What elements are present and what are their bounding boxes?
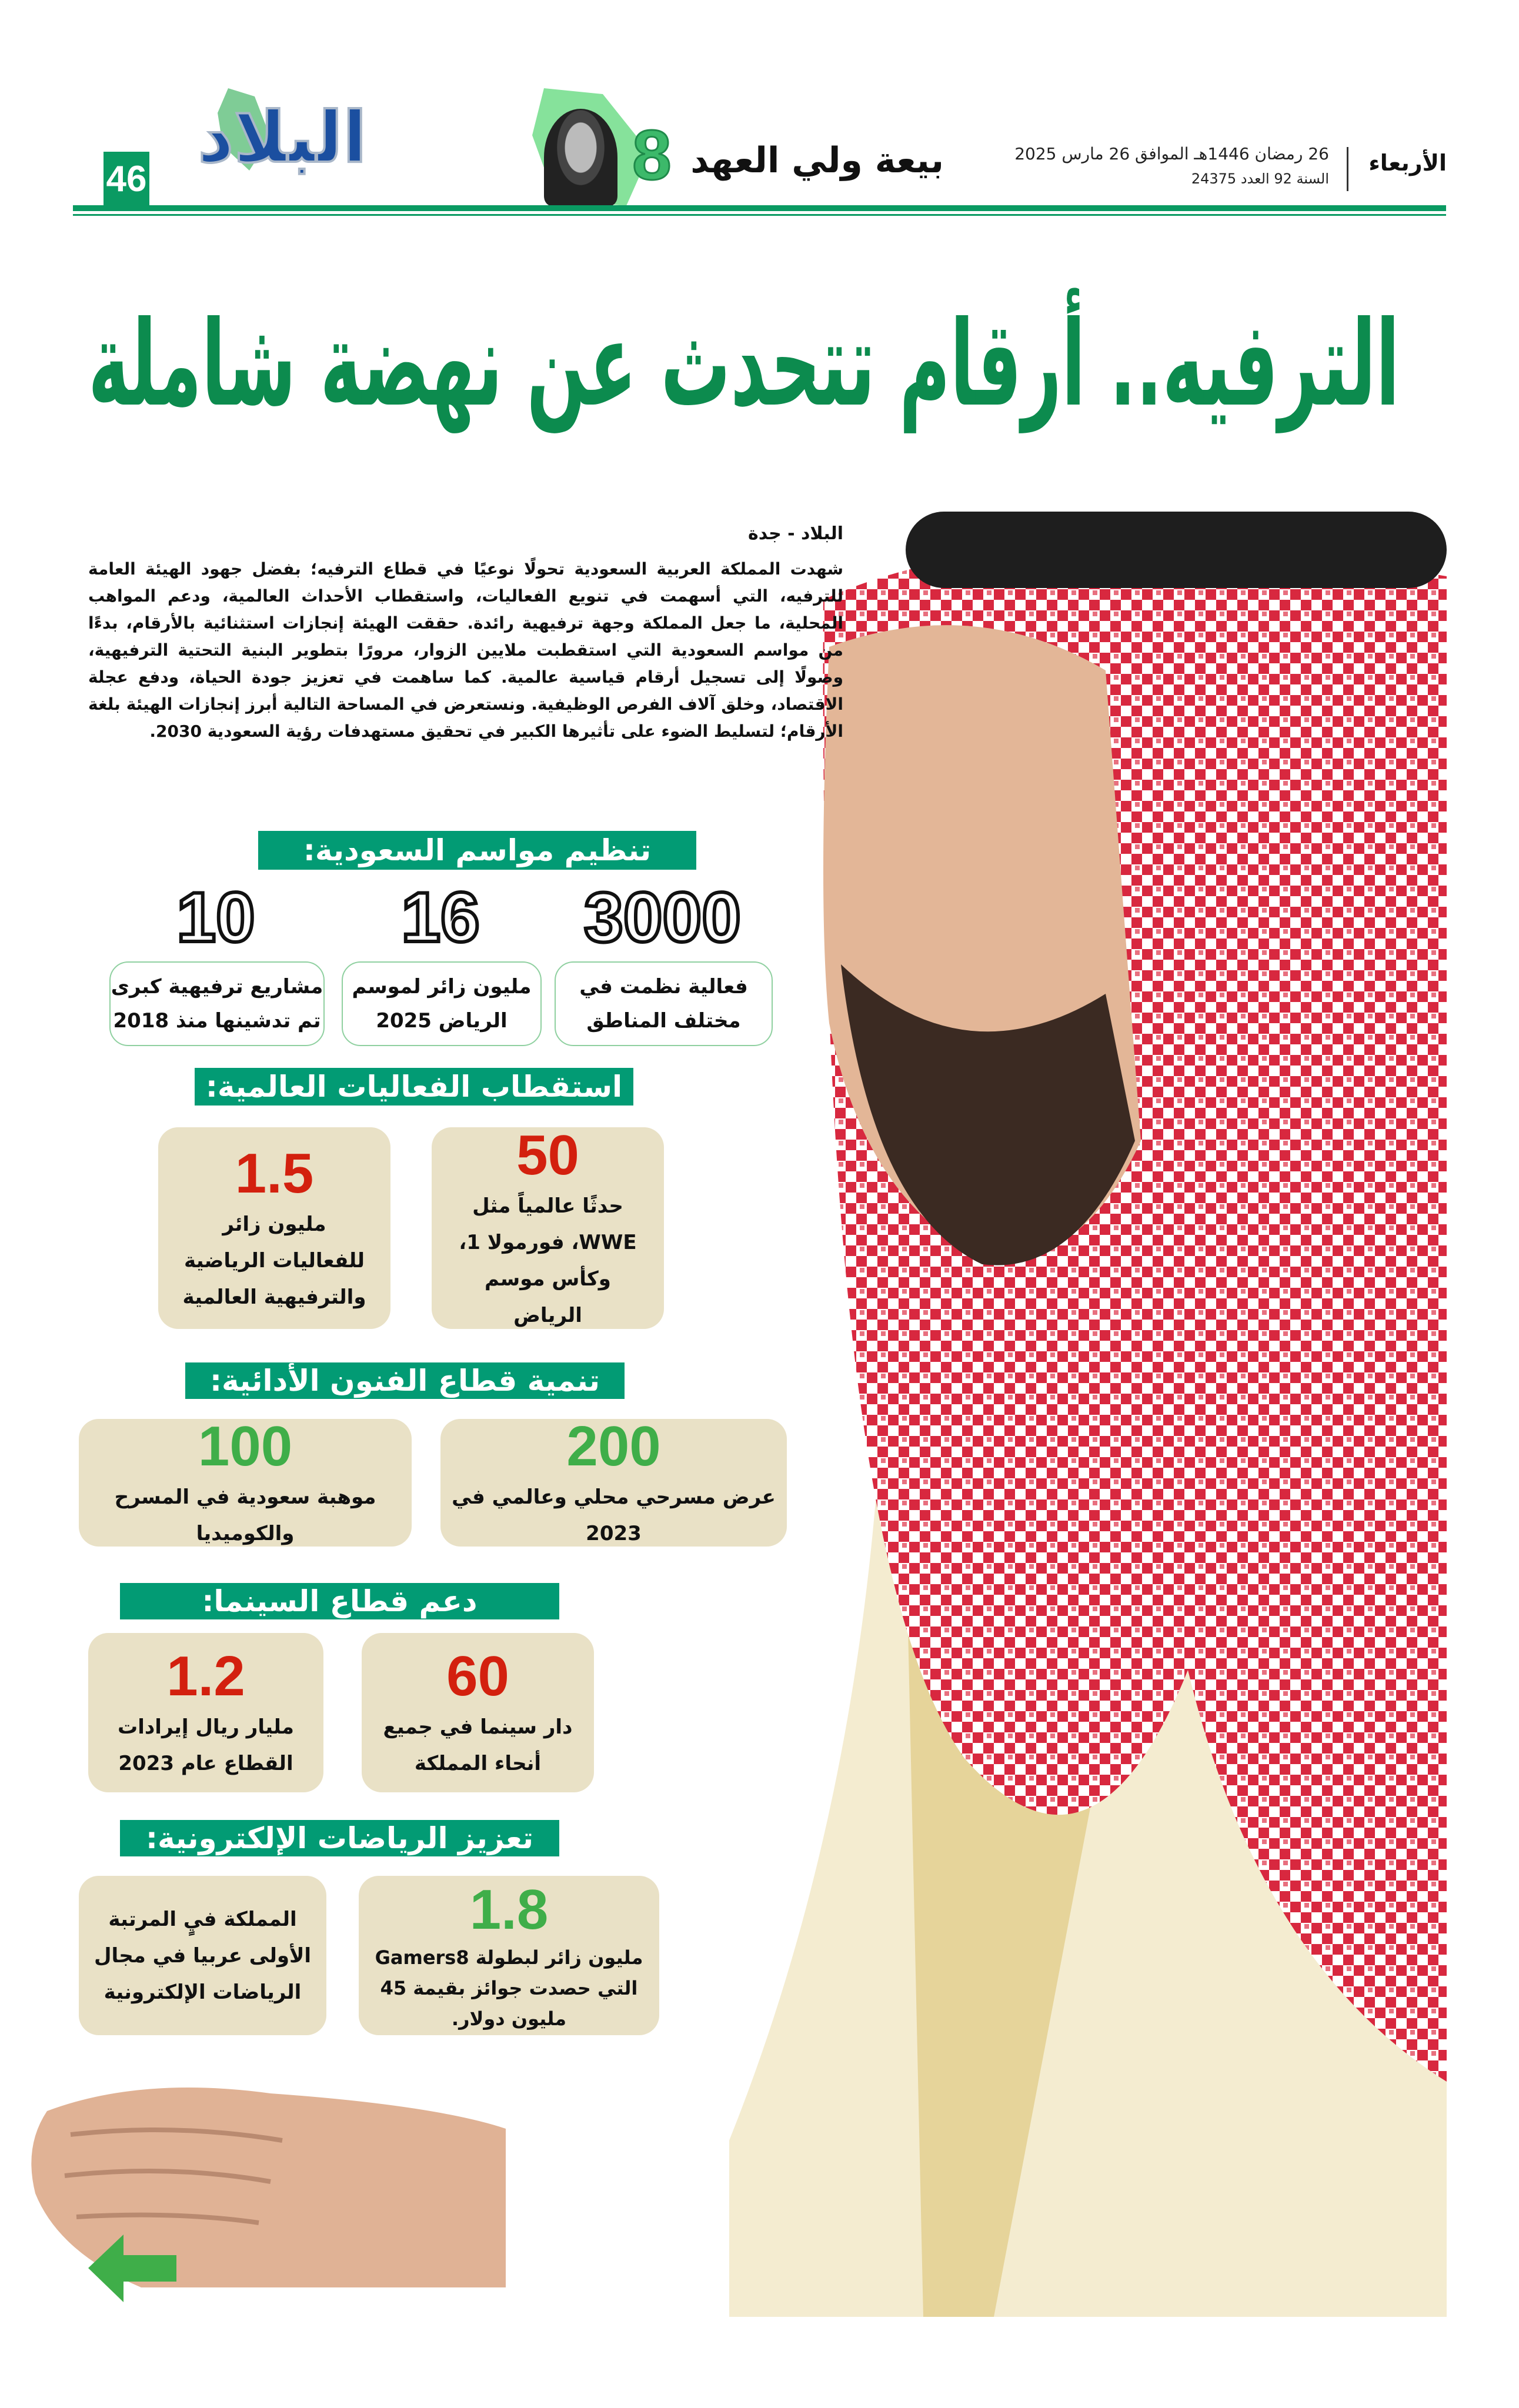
stat-description: موهبة سعودية في المسرح والكوميديا <box>114 1485 376 1545</box>
stat-value: 100 <box>198 1414 293 1478</box>
stat-description: المملكة فيٍ المرتبة الأولى عربيا في مجال الرياضات الإلكترونية <box>94 1907 312 2004</box>
stat-card <box>88 1633 323 1792</box>
stat-card <box>432 1123 664 1329</box>
section-header-esports: تعزيز الرياضات الإلكترونية: <box>120 1820 559 1856</box>
stat-value: 200 <box>566 1414 661 1478</box>
stat-value: 1.2 <box>166 1644 245 1708</box>
section-header-cinema: دعم قطاع السينما: <box>120 1583 559 1619</box>
portrait-photo <box>729 494 1447 2317</box>
campaign-title: بيعة ولي العهد <box>690 140 944 181</box>
stat-value: 1.5 <box>235 1141 314 1205</box>
stat-value: 50 <box>516 1123 579 1187</box>
stat-value: 1.8 <box>469 1878 549 1941</box>
portrait-thumbnail <box>544 109 617 206</box>
byline: البلاد - جدة <box>748 523 843 544</box>
header-rule <box>73 205 1446 211</box>
arrow-left-icon[interactable] <box>88 2235 176 2302</box>
section-header-global-events: استقطاب الفعاليات العالمية: <box>195 1068 633 1106</box>
stat-card <box>362 1633 594 1792</box>
date-line: 26 رمضان 1446هـ الموافق 26 مارس 2025 <box>1014 144 1329 163</box>
section-header-performing-arts: تنمية قطاع الفنون الأدائية: <box>185 1362 625 1399</box>
stat-card <box>158 1127 390 1329</box>
headline-container <box>88 276 1400 459</box>
divider <box>1347 147 1348 191</box>
stat-description: مليون زائر للفعاليات الرياضية والترفيهية العالمية <box>182 1212 366 1309</box>
header-rule-thin <box>73 214 1446 216</box>
campaign-number: 8 <box>632 116 672 195</box>
day-label: الأربعاء <box>1368 150 1447 176</box>
page-number: 46 <box>104 152 149 206</box>
stat-value: 60 <box>446 1644 509 1708</box>
stat-description: فعالية نظمت في مختلف المناطق <box>555 961 773 1046</box>
issue-line: السنة 92 العدد 24375 <box>1191 171 1329 187</box>
stat-value: 16 <box>401 878 480 957</box>
stat-description: مليون زائر لموسم الرياض 2025 <box>342 961 542 1046</box>
stat-value: 3000 <box>584 878 741 957</box>
stat-card <box>79 1414 412 1547</box>
stat-description: عرض مسرحي محلي وعالمي في 2023 <box>452 1485 776 1545</box>
stat-description: حدثًا عالمياً مثل WWE، فورمولا 1، وكأس موسم الرياض <box>459 1194 637 1327</box>
agal <box>906 512 1447 588</box>
headline: الترفيه.. أرقام تتحدث عن نهضة شاملة <box>88 296 1400 433</box>
stat-card <box>359 1876 659 2035</box>
stat-value: 10 <box>176 878 255 957</box>
newspaper-logo: البلاد <box>198 97 367 179</box>
stat-description: مشاريع ترفيهية كبرى تم تدشينها منذ 2018 <box>109 961 325 1046</box>
article-body: شهدت المملكة العربية السعودية تحولًا نوعيًا في قطاع الترفيه؛ بفضل جهود الهيئة العامة للترفيه، التي أسهمت في تنويع الفعاليات، واستقطاب الأحداث العالمية، ودعم المواهب المحلية، ما جعل المملكة وجهة ترفيهية رائدة. حققت الهيئة إنجازات استثنائية بالأرقام، بدءًا من مواسم السعودية التي استقطبت ملايين الزوار، مرورًا بتطوير البنية التحتية الترفيهية، وصولًا إلى تسجيل أرقام قياسية عالمية. كما ساهمت في تعزيز جودة الحياة، ودفع عجلة الاقتصاد، وخلق آلاف الفرص الوظيفية. ونستعرض في المساحة التالية أبرز إنجازات الهيئة بلغة الأرقام؛ لتسليط الضوء على تأثيرها الكبير في تحقيق مستهدفات رؤية السعودية 2030. <box>88 559 843 741</box>
stat-card <box>440 1414 787 1547</box>
stat-description: مليون زائر لبطولة Gamers8 التي حصدت جوائز بقيمة 45 مليون دولار. <box>375 1946 643 2030</box>
stat-card <box>79 1876 326 2035</box>
section-header-seasons: تنظيم مواسم السعودية: <box>258 831 696 870</box>
stat-description: مليار ريال إيرادات القطاع عام 2023 <box>118 1715 294 1775</box>
stat-description: دار سينما في جميع أنحاء المملكة <box>383 1715 573 1775</box>
